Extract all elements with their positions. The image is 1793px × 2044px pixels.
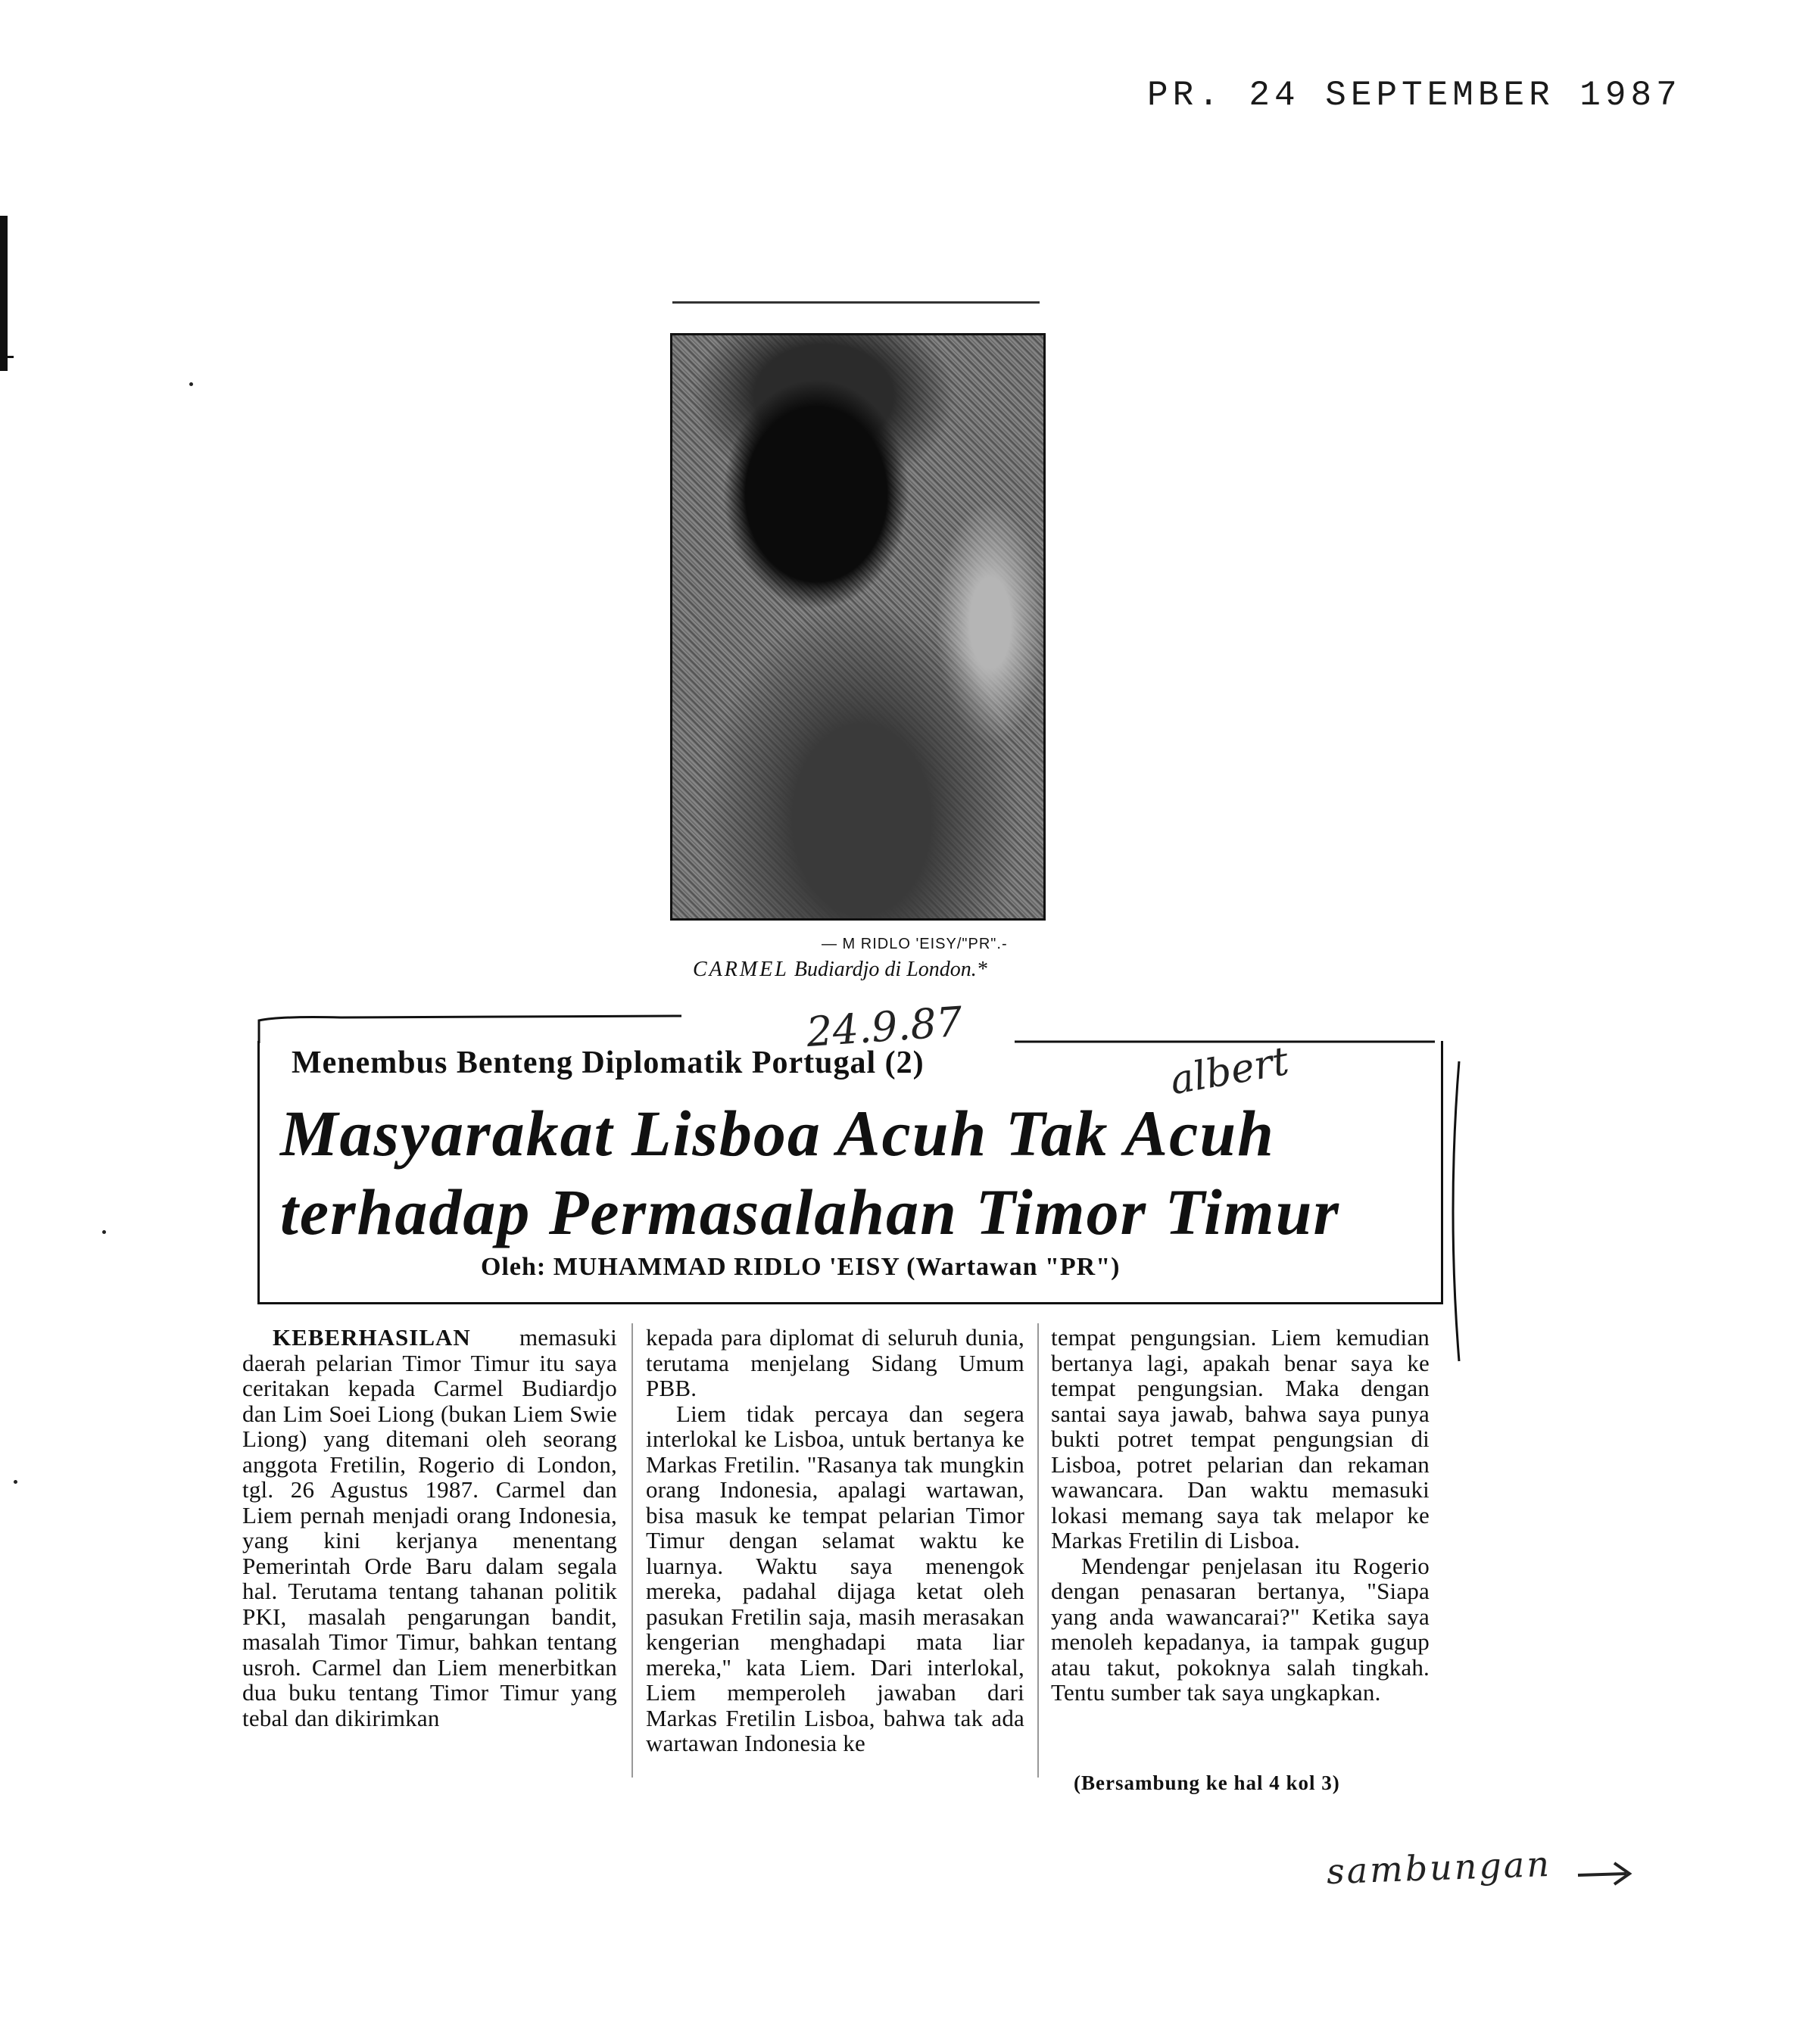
article-column-3 bbox=[1051, 1325, 1430, 1706]
article-kicker: Menembus Benteng Diplomatik Portugal (2) bbox=[292, 1045, 925, 1080]
handwritten-date: 24.9.87 bbox=[805, 997, 965, 1057]
column-3-paragraph-1: tempat pengungsian. Liem kemudian bertanya lagi, apakah benar saya ke tempat pengungsian. Maka dengan santai saya jawab, bahwa saya punya bukti potret tempat pengungsian di Lisboa, potret pelarian dan rekaman wawancara. Dan waktu memasuki lokasi memang saya tak melapor ke Markas Fretilin di Lisboa. bbox=[1051, 1324, 1430, 1553]
margin-bracket bbox=[1442, 1060, 1465, 1363]
column-1-paragraph bbox=[242, 1325, 617, 1731]
column-divider bbox=[631, 1323, 633, 1778]
scan-edge-tick bbox=[0, 356, 14, 358]
photo-top-rule bbox=[672, 301, 1040, 304]
continuation-note: (Bersambung ke hal 4 kol 3) bbox=[1074, 1771, 1340, 1794]
column-3-paragraph-2: Mendengar penjelasan itu Rogerio dengan penasaran bertanya, "Siapa yang anda wawancarai?" Ketika saya menoleh kepadanya, ia tampak gugup atau takut, pokoknya salah tingkah. Tentu sumber tak saya ungkapkan. bbox=[1051, 1552, 1430, 1706]
article-byline: Oleh: MUHAMMAD RIDLO 'EISY (Wartawan "PR") bbox=[481, 1253, 1121, 1281]
caption-text: Budiardjo di London.* bbox=[794, 958, 987, 981]
handwritten-continuation: sambungan bbox=[1326, 1843, 1552, 1893]
clipping-date-stamp: PR. 24 SEPTEMBER 1987 bbox=[1147, 76, 1682, 115]
portrait-photo bbox=[670, 333, 1046, 921]
article-column-2 bbox=[646, 1325, 1024, 1756]
lead-word: KEBERHASILAN bbox=[273, 1324, 471, 1351]
headline-box-top-stroke bbox=[257, 1014, 1439, 1045]
scan-speck bbox=[189, 382, 193, 386]
handwritten-tag: albert bbox=[1166, 1038, 1293, 1105]
caption-lead: CARMEL bbox=[693, 958, 789, 981]
scan-edge-mark bbox=[0, 216, 8, 371]
photo-credit: — M RIDLO 'EISY/"PR".- bbox=[822, 936, 1008, 952]
column-2-paragraph-2: Liem tidak percaya dan segera interlokal ke Lisboa, untuk bertanya ke Markas Fretilin. "Rasanya tak mungkin orang Indonesia, apalagi wartawan, bisa masuk ke tempat pelarian Timor Timur dengan selamat waktu ke luarnya. Waktu saya menengok mereka, padahal dijaga ketat oleh pasukan Fretilin saja, masih merasakan kengerian menghadapi mata liar mereka," kata Liem. Dari interlokal, Liem memperoleh jawaban dari Markas Fretilin Lisboa, bahwa tak ada wartawan Indonesia ke bbox=[646, 1400, 1024, 1756]
photo-caption bbox=[693, 957, 1018, 983]
article-column-1 bbox=[242, 1325, 617, 1731]
scan-speck bbox=[102, 1230, 106, 1234]
arrow-right-icon bbox=[1575, 1859, 1636, 1889]
column-1-text: memasuki daerah pelarian Timor Timur itu saya ceritakan kepada Carmel Budiardjo dan Lim Soei Liong (bukan Liem Swie Liong) yang ditemani oleh seorang anggota Fretilin, Rogerio di London, tgl. 26 Agustus 1987. Carmel dan Liem pernah menjadi orang Indonesia, yang kini kerjanya menentang Pemerintah Orde Baru dalam segala hal. Terutama tentang tahanan politik PKI, masalah pengarungan bandit, masalah Timor Timur, bahkan tentang usroh. Carmel dan Liem menerbitkan dua buku tentang Timor Timur yang tebal dan dikirimkan bbox=[242, 1324, 617, 1731]
article-headline: Masyarakat Lisboa Acuh Tak Acuh terhadap Permasalahan Timor Timur bbox=[280, 1097, 1340, 1248]
scan-speck bbox=[14, 1480, 17, 1484]
column-2-paragraph-1: kepada para diplomat di seluruh dunia, terutama menjelang Sidang Umum PBB. bbox=[646, 1324, 1024, 1401]
column-divider bbox=[1037, 1323, 1039, 1778]
